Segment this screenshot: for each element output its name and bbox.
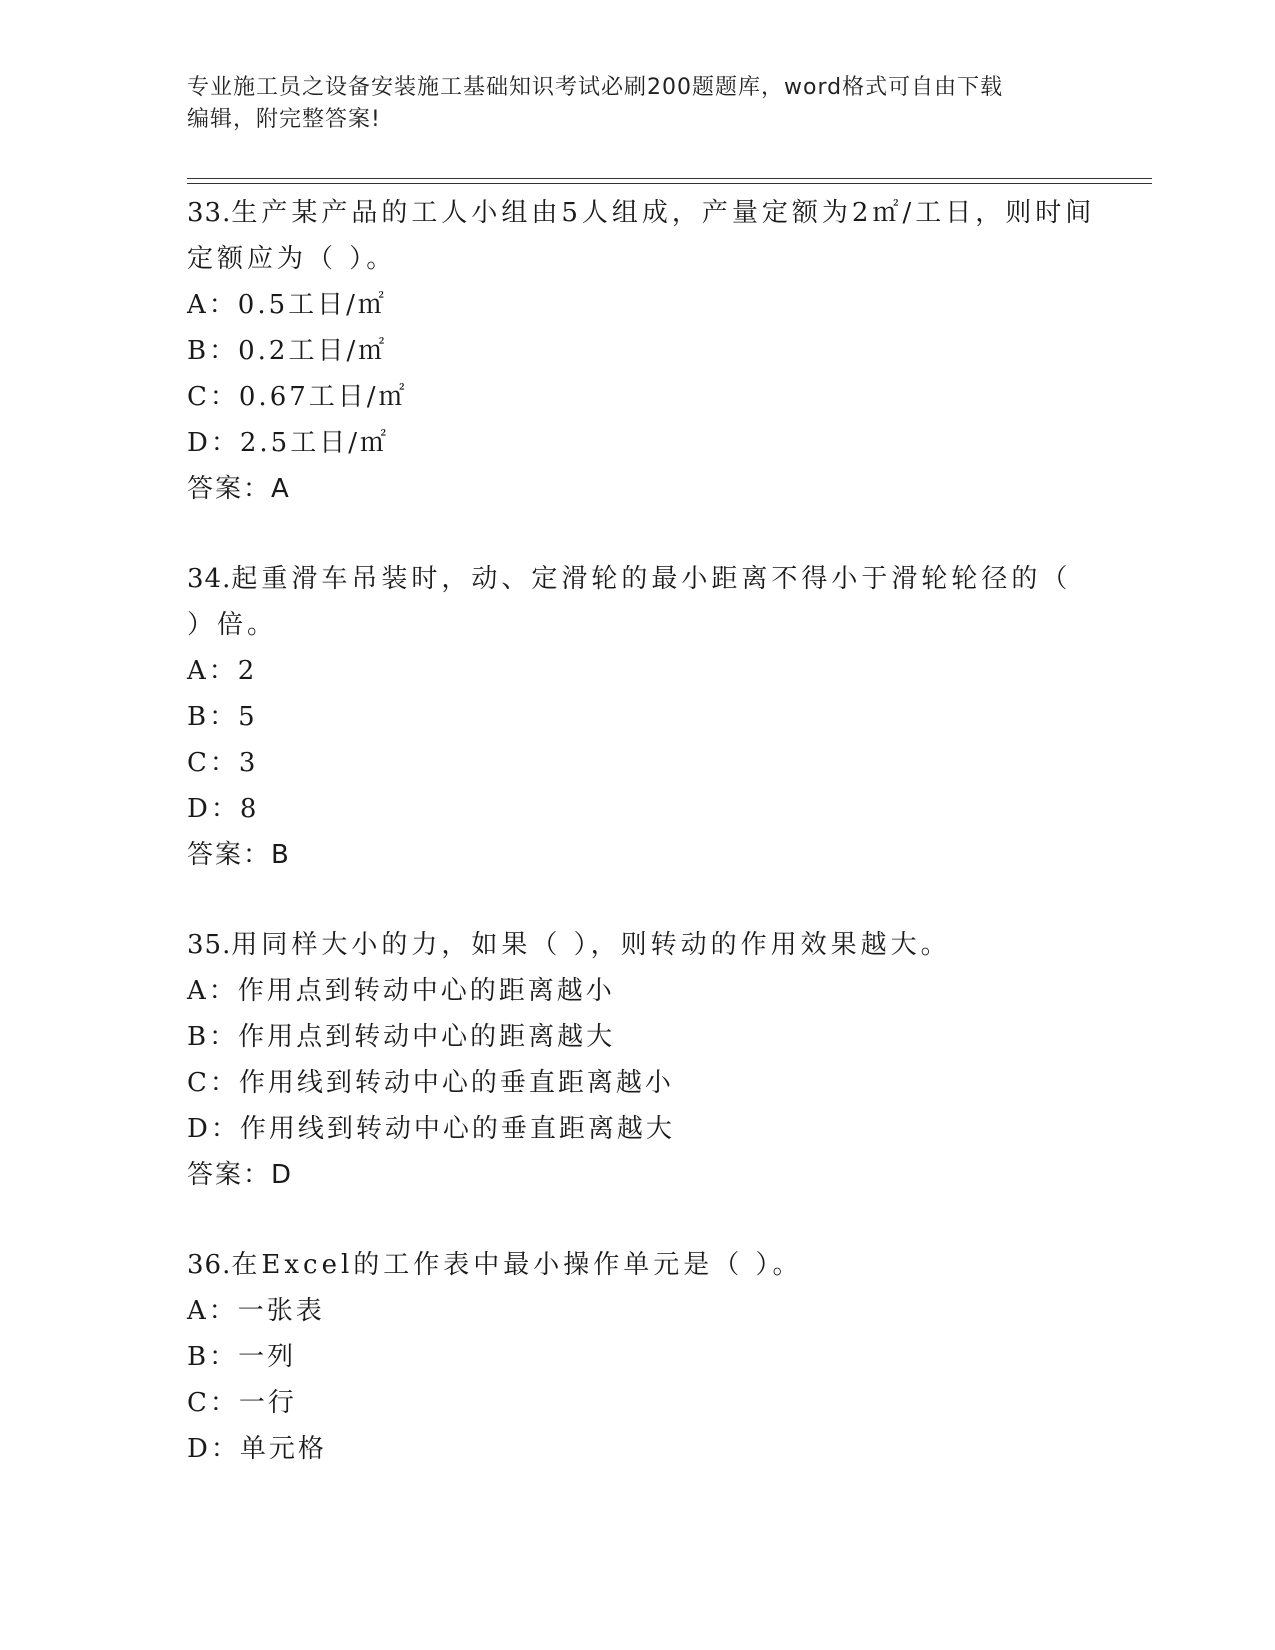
question-36 bbox=[187, 1242, 1152, 1472]
question-33 bbox=[187, 190, 1152, 512]
option-d: D：作用线到转动中心的垂直距离越大 bbox=[187, 1114, 675, 1144]
option-b: B：5 bbox=[187, 702, 258, 732]
question-stem-line: 34.起重滑车吊装时，动、定滑轮的最小距离不得小于滑轮轮径的（ bbox=[187, 564, 1072, 594]
question-list bbox=[187, 190, 1152, 1516]
document-header bbox=[187, 72, 1087, 136]
question-stem-line: ）倍。 bbox=[187, 610, 278, 640]
question-number: 36. bbox=[187, 1250, 232, 1280]
option-c: C：3 bbox=[187, 748, 259, 778]
option-c: C：一行 bbox=[187, 1388, 297, 1418]
header-divider-top bbox=[187, 178, 1152, 179]
answer: 答案：A bbox=[187, 474, 291, 504]
answer: 答案：D bbox=[187, 1160, 294, 1190]
option-d: D：2.5工日/㎡ bbox=[187, 428, 389, 458]
option-b: B：0.2工日/㎡ bbox=[187, 336, 388, 366]
option-b: B：作用点到转动中心的距离越大 bbox=[187, 1022, 616, 1052]
question-34 bbox=[187, 556, 1152, 878]
option-a: A：2 bbox=[187, 656, 258, 686]
option-a: A：0.5工日/㎡ bbox=[187, 290, 387, 320]
header-divider-bottom bbox=[187, 183, 1152, 184]
question-number: 35. bbox=[187, 930, 232, 960]
header-line-2: 编辑，附完整答案! bbox=[187, 107, 381, 132]
option-a: A：作用点到转动中心的距离越小 bbox=[187, 976, 615, 1006]
question-stem-line: 36.在Excel的工作表中最小操作单元是（ ）。 bbox=[187, 1250, 803, 1280]
header-line-1: 专业施工员之设备安装施工基础知识考试必刷200题题库，word格式可自由下载 bbox=[187, 75, 1004, 100]
option-c: C：0.67工日/㎡ bbox=[187, 382, 408, 412]
option-c: C：作用线到转动中心的垂直距离越小 bbox=[187, 1068, 674, 1098]
option-d: D：8 bbox=[187, 794, 260, 824]
question-stem-line: 35.用同样大小的力，如果（ ），则转动的作用效果越大。 bbox=[187, 930, 951, 960]
question-number: 33. bbox=[187, 198, 232, 228]
question-stem-line: 33.生产某产品的工人小组由5人组成，产量定额为2㎡/工日，则时间 bbox=[187, 198, 1096, 228]
question-stem-line: 定额应为（ ）。 bbox=[187, 244, 397, 274]
question-35 bbox=[187, 922, 1152, 1198]
option-a: A：一张表 bbox=[187, 1296, 325, 1326]
option-b: B：一列 bbox=[187, 1342, 297, 1372]
option-d: D：单元格 bbox=[187, 1434, 327, 1464]
answer: 答案：B bbox=[187, 840, 291, 870]
question-number: 34. bbox=[187, 564, 232, 594]
